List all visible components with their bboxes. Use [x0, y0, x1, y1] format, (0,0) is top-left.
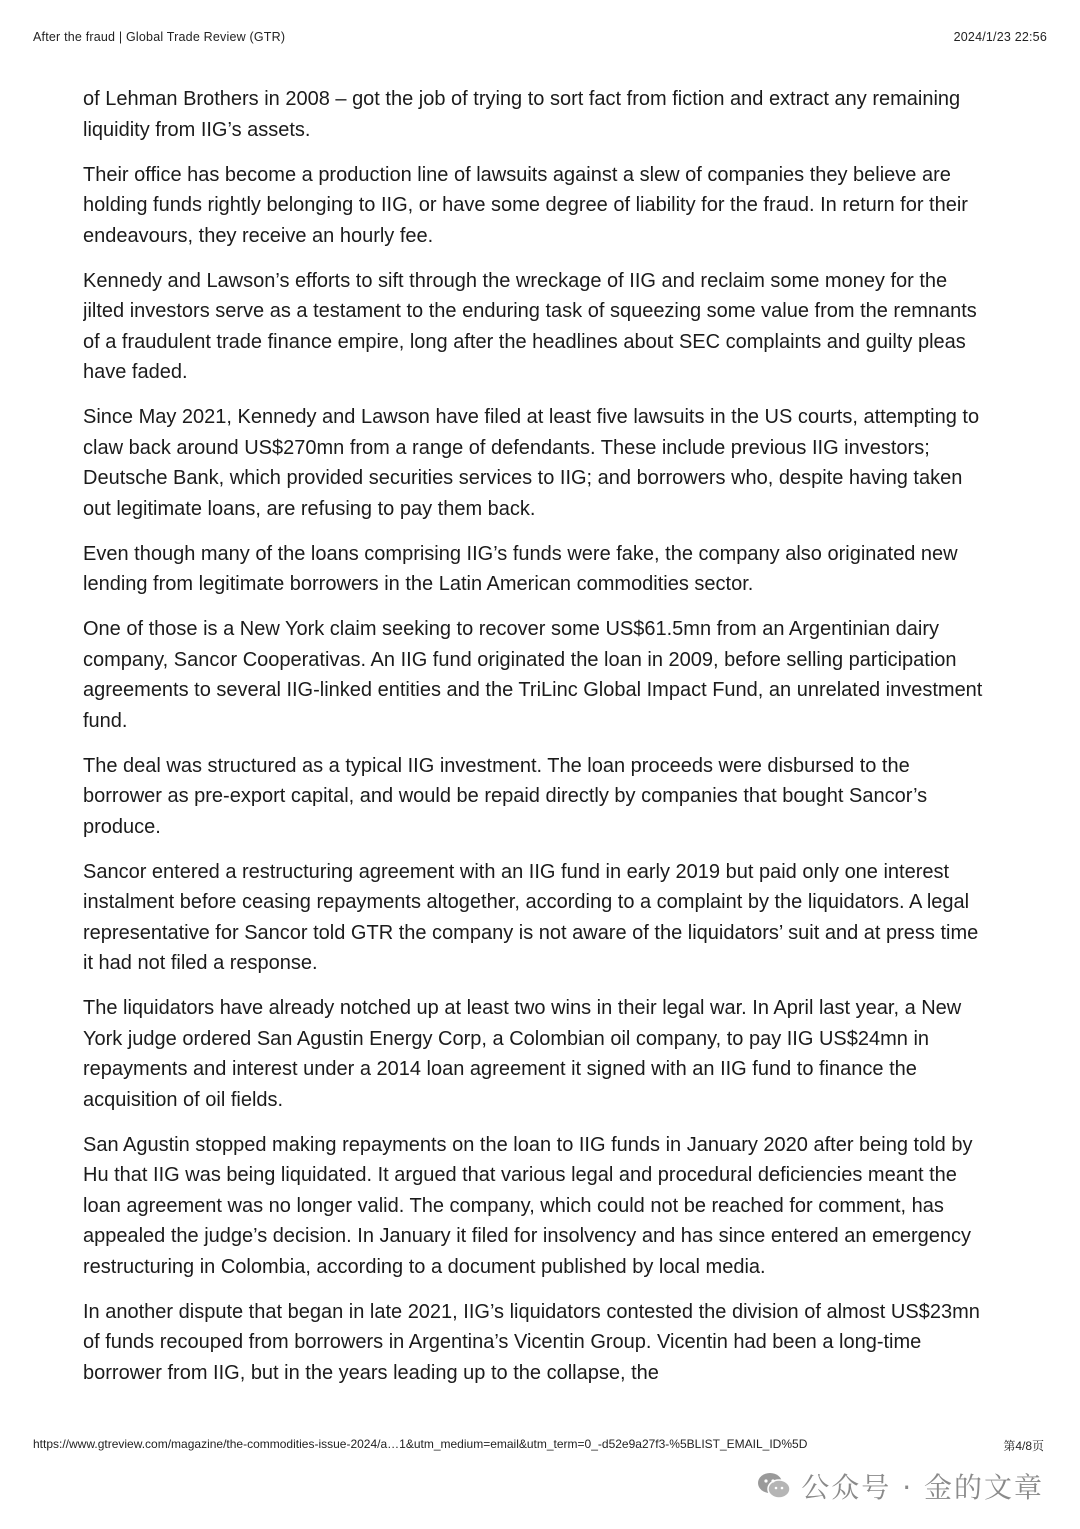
wechat-icon: [757, 1471, 791, 1501]
paragraph: Sancor entered a restructuring agreement with an IIG fund in early 2019 but paid only one interest instalment before ceasing repayments altogether, according to a complaint by the liquidators. A legal representative for Sancor told GTR the company is not aware of the liquidators’ suit and at press time it had not filed a response.: [83, 860, 979, 974]
print-datetime: 2024/1/23 22:56: [953, 30, 1047, 44]
paragraph: The liquidators have already notched up at least two wins in their legal war. In April last year, a New York judge ordered San Agustin Energy Corp, a Colombian oil company, to pay IIG US$24mn in repayments and interest under a 2014 loan agreement it signed with an IIG fund to finance the acquisition of oil fields.: [83, 997, 962, 1111]
article-body: [83, 84, 983, 1414]
paragraph: The deal was structured as a typical IIG investment. The loan proceeds were disbursed to the borrower as pre-export capital, and would be repaid directly by companies that bought Sancor’s produce.: [83, 754, 928, 838]
print-header: [33, 30, 1047, 44]
watermark: [757, 1466, 1044, 1506]
page-number: 第4/8页: [1003, 1439, 1044, 1453]
paragraph: San Agustin stopped making repayments on the loan to IIG funds in January 2020 after being told by Hu that IIG was being liquidated. It argued that various legal and procedural deficiencies meant the loan agreement was no longer valid. The company, which could not be reached for comment, has appealed the judge’s decision. In January it filed for insolvency and has since entered an emergency restructuring in Colombia, according to a document published by local media.: [83, 1133, 973, 1278]
watermark-text: 公众号 · 金的文章: [801, 1471, 1044, 1504]
paragraph: Since May 2021, Kennedy and Lawson have filed at least five lawsuits in the US courts, attempting to claw back around US$270mn from a range of defendants. These include previous IIG investors; Deutsche Bank, which provided securities services to IIG; and borrowers who, despite having taken out legitimate loans, are refusing to pay them back.: [83, 406, 980, 520]
page-url: https://www.gtreview.com/magazine/the-commodities-issue-2024/a…1&utm_medium=email&utm_term=0_-d52e9a27f3-%5BLIST_EMAIL_ID%5D: [33, 1437, 808, 1451]
paragraph: Their office has become a production line of lawsuits against a slew of companies they believe are holding funds rightly belonging to IIG, or have some degree of liability for the fraud. In return for their endeavours, they receive an hourly fee.: [83, 163, 968, 247]
print-footer: [33, 1437, 1044, 1454]
paragraph: of Lehman Brothers in 2008 – got the job of trying to sort fact from fiction and extract any remaining liquidity from IIG’s assets.: [83, 88, 961, 141]
paragraph: In another dispute that began in late 2021, IIG’s liquidators contested the division of almost US$23mn of funds recouped from borrowers in Argentina’s Vicentin Group. Vicentin had been a long-time borrower from IIG, but in the years leading up to the collapse, the: [83, 1300, 980, 1384]
page-title: After the fraud | Global Trade Review (GTR): [33, 30, 286, 44]
paragraph: Even though many of the loans comprising IIG’s funds were fake, the company also originated new lending from legitimate borrowers in the Latin American commodities sector.: [83, 542, 958, 595]
paragraph: Kennedy and Lawson’s efforts to sift through the wreckage of IIG and reclaim some money for the jilted investors serve as a testament to the enduring task of squeezing some value from the remnants of a fraudulent trade finance empire, long after the headlines about SEC complaints and guilty pleas have faded.: [83, 269, 977, 383]
paragraph: One of those is a New York claim seeking to recover some US$61.5mn from an Argentinian dairy company, Sancor Cooperativas. An IIG fund originated the loan in 2009, before selling participation agreements to several IIG-linked entities and the TriLinc Global Impact Fund, an unrelated investment fund.: [83, 618, 983, 732]
